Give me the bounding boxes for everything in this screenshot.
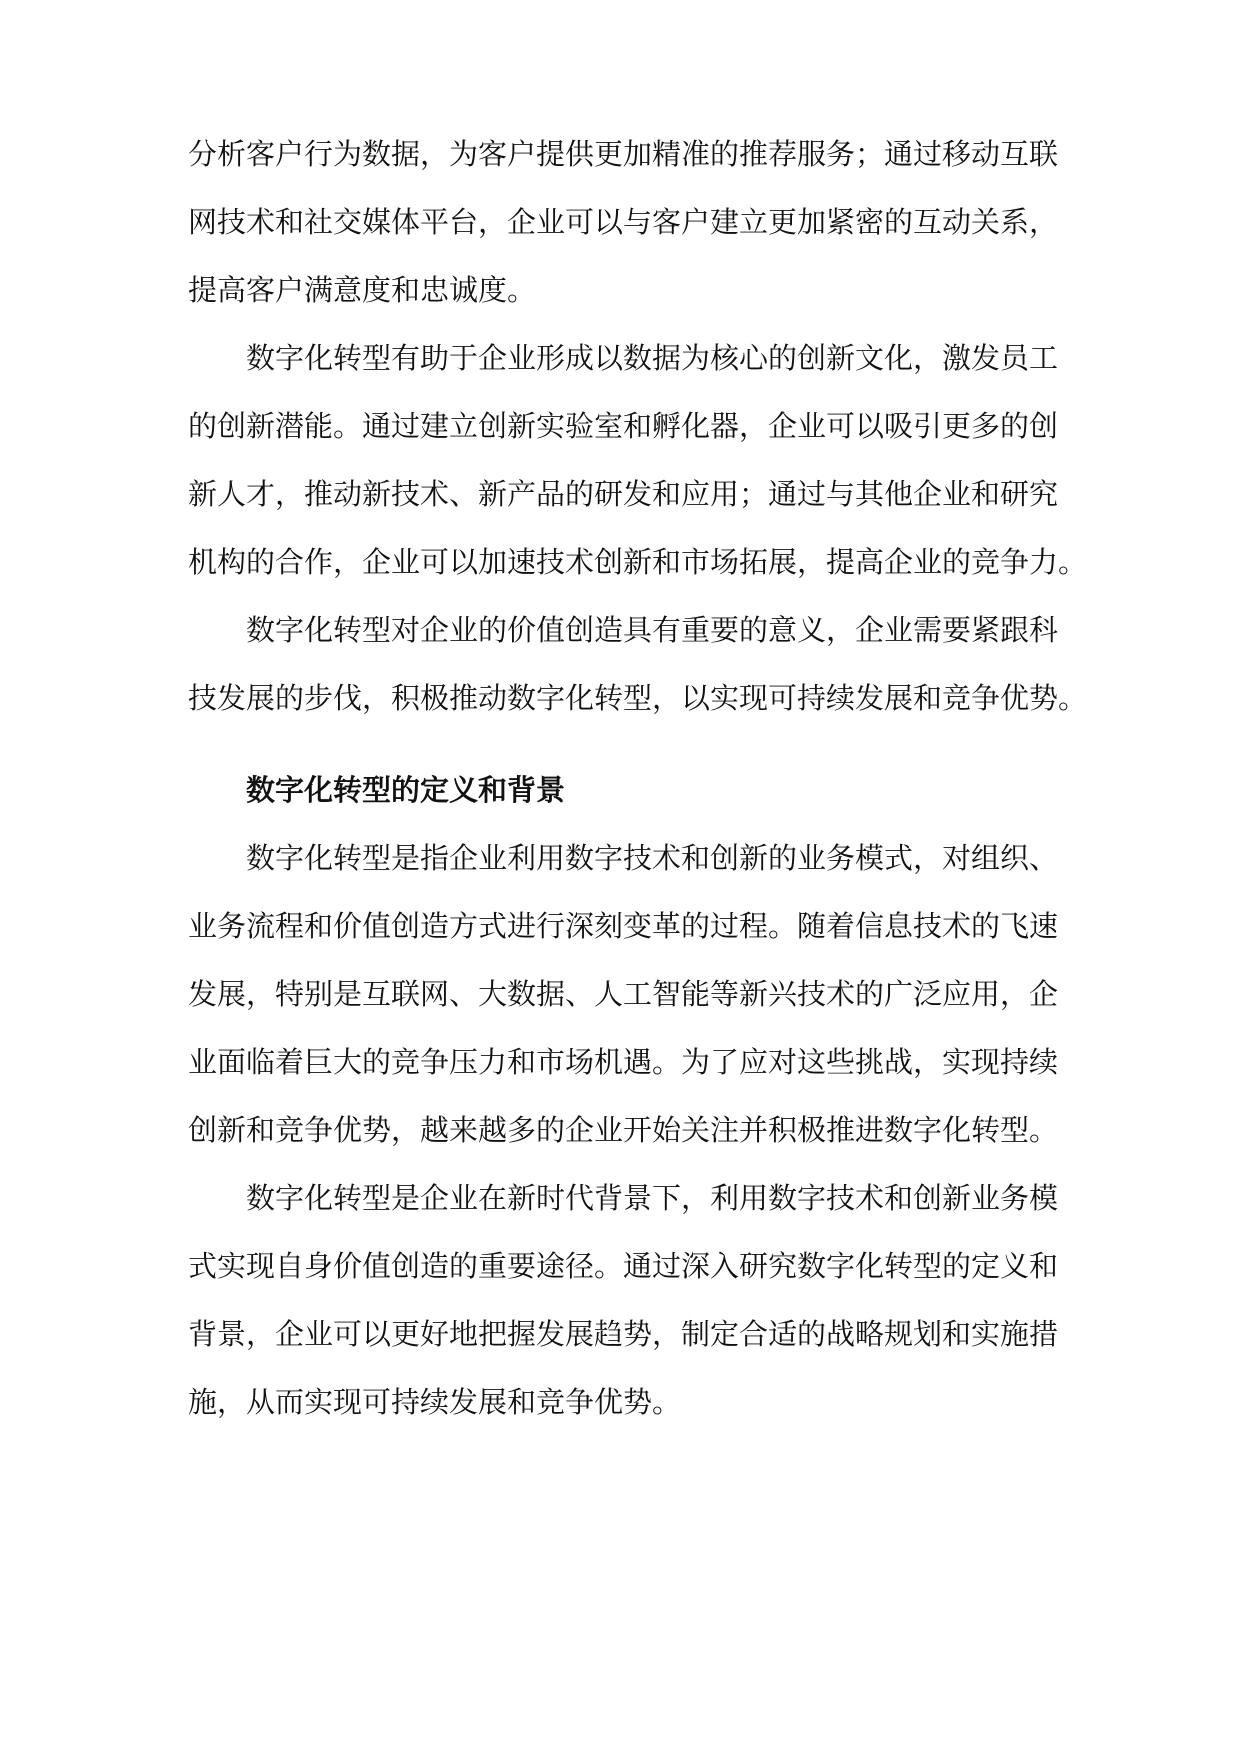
section-heading: 数字化转型的定义和背景 bbox=[246, 773, 566, 807]
section-paragraph-1-line-5: 创新和竞争优势，越来越多的企业开始关注并积极推进数字化转型。 bbox=[188, 1113, 1059, 1147]
paragraph-2-line-4: 机构的合作，企业可以加速技术创新和市场拓展，提高企业的竞争力。 bbox=[188, 545, 1088, 579]
section-paragraph-2-line-2: 式实现自身价值创造的重要途径。通过深入研究数字化转型的定义和 bbox=[188, 1249, 1059, 1283]
paragraph-2-line-1: 数字化转型有助于企业形成以数据为核心的创新文化，激发员工 bbox=[246, 341, 1059, 375]
paragraph-2-line-2: 的创新潜能。通过建立创新实验室和孵化器，企业可以吸引更多的创 bbox=[188, 409, 1059, 443]
section-paragraph-1-line-2: 业务流程和价值创造方式进行深刻变革的过程。随着信息技术的飞速 bbox=[188, 909, 1059, 943]
paragraph-1-line-2: 网技术和社交媒体平台，企业可以与客户建立更加紧密的互动关系， bbox=[188, 205, 1059, 239]
section-paragraph-2-line-1: 数字化转型是企业在新时代背景下，利用数字技术和创新业务模 bbox=[246, 1181, 1059, 1215]
section-paragraph-1-line-1: 数字化转型是指企业利用数字技术和创新的业务模式，对组织、 bbox=[246, 841, 1059, 875]
paragraph-1-line-1: 分析客户行为数据，为客户提供更加精准的推荐服务；通过移动互联 bbox=[188, 137, 1059, 171]
section-paragraph-2-line-4: 施，从而实现可持续发展和竞争优势。 bbox=[188, 1385, 682, 1419]
paragraph-1-line-3: 提高客户满意度和忠诚度。 bbox=[188, 273, 537, 307]
section-paragraph-1-line-4: 业面临着巨大的竞争压力和市场机遇。为了应对这些挑战，实现持续 bbox=[188, 1045, 1059, 1079]
section-paragraph-1-line-3: 发展，特别是互联网、大数据、人工智能等新兴技术的广泛应用，企 bbox=[188, 977, 1059, 1011]
paragraph-3-line-1: 数字化转型对企业的价值创造具有重要的意义，企业需要紧跟科 bbox=[246, 613, 1059, 647]
section-paragraph-2-line-3: 背景，企业可以更好地把握发展趋势，制定合适的战略规划和实施措 bbox=[188, 1317, 1059, 1351]
paragraph-3-line-2: 技发展的步伐，积极推动数字化转型，以实现可持续发展和竞争优势。 bbox=[188, 681, 1088, 715]
paragraph-2-line-3: 新人才，推动新技术、新产品的研发和应用；通过与其他企业和研究 bbox=[188, 477, 1059, 511]
